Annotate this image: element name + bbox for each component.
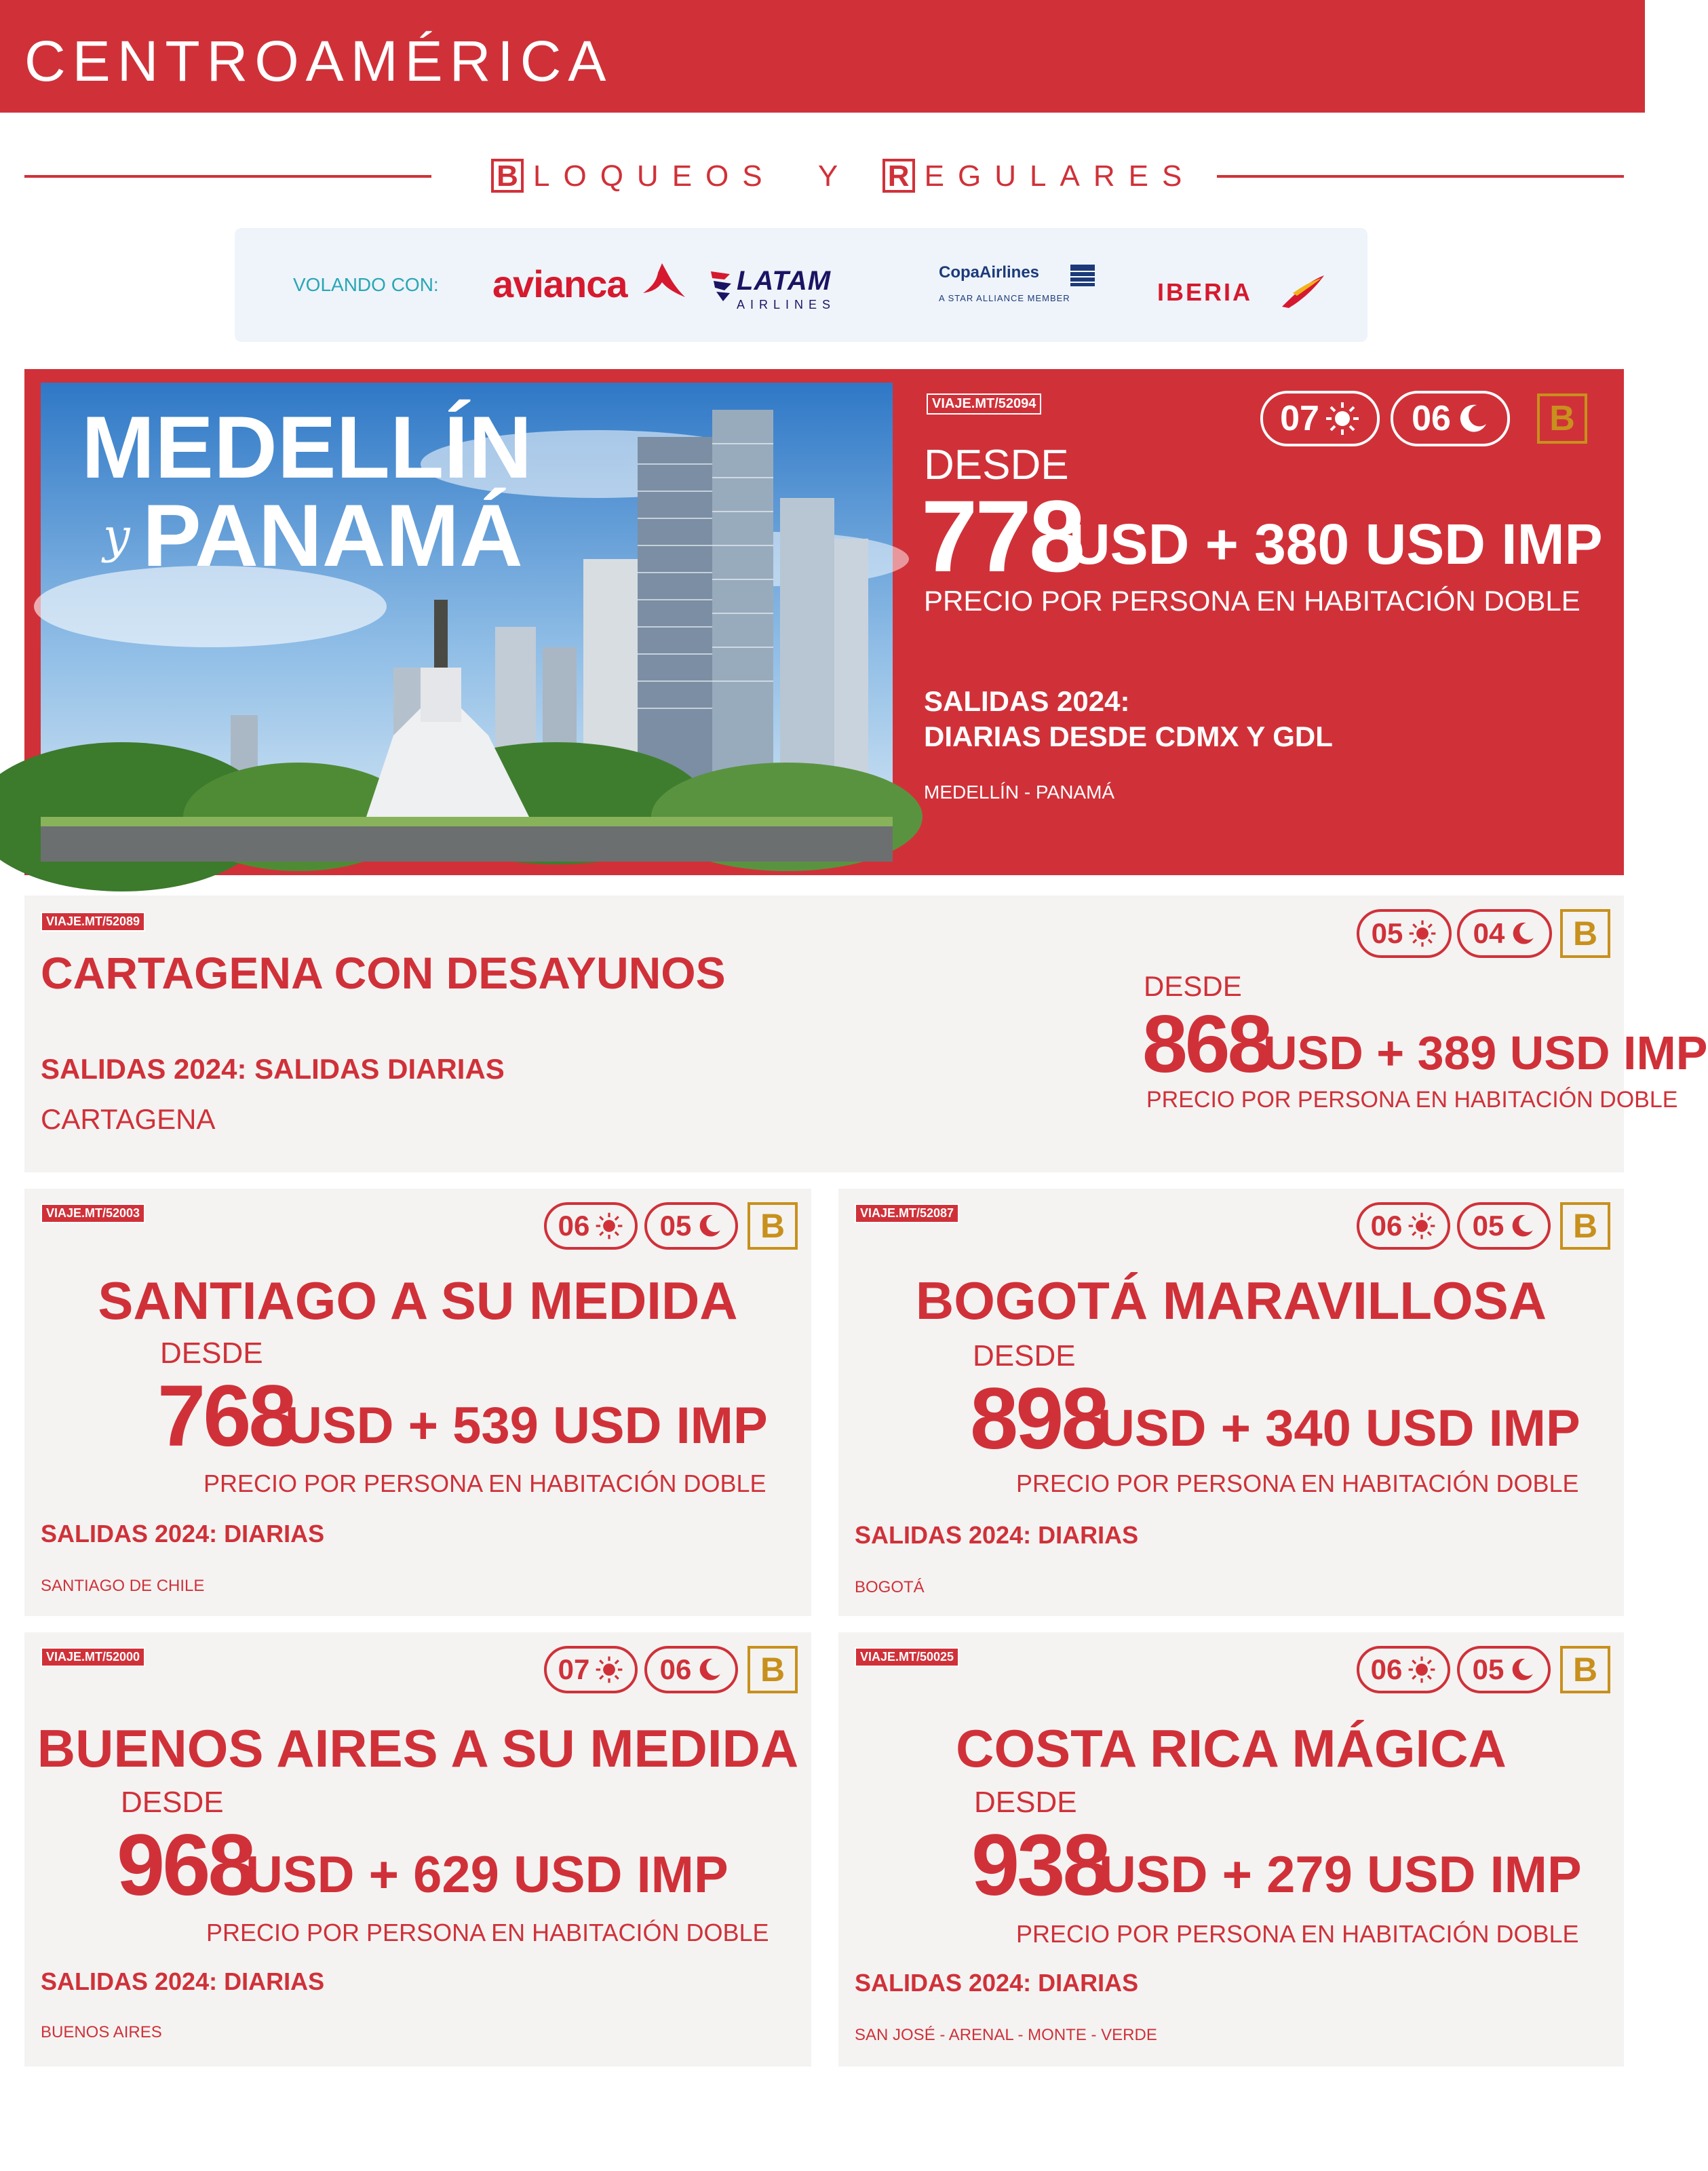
card-price: 898 [970,1370,1107,1467]
hero-code-tag: VIAJE.MT/52094 [927,393,1041,415]
card-code-tag: VIAJE.MT/52003 [41,1204,145,1223]
hero-salidas-1: SALIDAS 2024: [924,685,1130,717]
card-code-tag: VIAJE.MT/50025 [855,1647,959,1667]
moon-icon [697,1213,722,1239]
photo-title-line2: PANAMÁ [142,486,523,585]
hero-price-rest: USD + 380 USD IMP [1069,512,1603,576]
cartagena-code-tag: VIAJE.MT/52089 [41,912,145,931]
cartagena-nights-badge [1457,909,1552,958]
cartagena-days-badge [1357,909,1452,958]
cartagena-desde: DESDE [1144,970,1242,1002]
sun-icon [1408,1655,1436,1684]
days-count: 06 [1370,1653,1403,1685]
card-route: BUENOS AIRES [41,2023,162,2041]
buenos-aires-package-card[interactable] [24,1632,811,2067]
card-nights-badge [644,1646,738,1693]
card-days-badge [544,1646,638,1693]
card-desde: DESDE [121,1786,224,1819]
moon-icon [697,1657,722,1683]
moon-icon [1510,921,1536,946]
costa-rica-package-card[interactable] [838,1632,1624,2067]
card-route: BOGOTÁ [855,1578,925,1596]
card-days-badge [1357,1202,1450,1250]
days-count: 06 [558,1210,590,1242]
card-per-person: PRECIO POR PERSONA EN HABITACIÓN DOBLE [1016,1920,1579,1948]
nights-count: 06 [659,1653,692,1685]
card-route: SANTIAGO DE CHILE [41,1577,205,1595]
latam-logo-top: LATAM [737,266,832,296]
moon-icon [1456,402,1489,435]
card-price-rest: USD + 629 USD IMP [246,1846,729,1904]
card-title: SANTIAGO A SU MEDIDA [98,1271,738,1330]
bogota-package-card[interactable] [838,1189,1624,1616]
cartagena-title: CARTAGENA CON DESAYUNOS [41,948,726,998]
card-price-rest: USD + 539 USD IMP [285,1397,768,1455]
card-desde: DESDE [160,1337,263,1370]
cartagena-price-rest: USD + 389 USD IMP [1263,1026,1708,1079]
card-nights-badge [644,1202,738,1250]
page-title: CENTROAMÉRICA [24,29,613,93]
sun-icon [1325,401,1360,436]
cartagena-per-person: PRECIO POR PERSONA EN HABITACIÓN DOBLE [1146,1087,1678,1113]
hero-photo-medellin-panama [41,383,893,862]
card-block-badge: B [748,1202,798,1250]
days-count: 06 [1370,1210,1403,1242]
nights-count: 05 [659,1210,692,1242]
section-word-1: LOQUEOS [533,159,776,193]
hero-block-badge: B [1537,393,1587,444]
card-block-badge: B [1560,1202,1610,1250]
copa-globe-icon [1068,263,1098,290]
photo-title-y: y [103,508,130,564]
card-desde: DESDE [973,1339,1076,1372]
card-block-badge: B [748,1646,798,1693]
card-per-person: PRECIO POR PERSONA EN HABITACIÓN DOBLE [206,1919,769,1946]
hero-desde: DESDE [924,442,1069,488]
hero-per-person: PRECIO POR PERSONA EN HABITACIÓN DOBLE [924,585,1580,617]
card-title: BUENOS AIRES A SU MEDIDA [37,1718,799,1778]
section-title [491,159,1195,193]
card-price-rest: USD + 279 USD IMP [1099,1846,1582,1904]
moon-icon [1509,1657,1535,1683]
card-price: 938 [971,1817,1108,1914]
hero-package-card[interactable] [24,369,1624,875]
section-word-2: EGULARES [924,159,1196,193]
card-salidas: SALIDAS 2024: DIARIAS [855,1969,1139,1997]
page-header [0,0,1645,113]
cartagena-package-card[interactable] [24,896,1708,1172]
section-letter-r: R [882,159,915,193]
days-count: 07 [1280,399,1319,438]
section-divider-right [1217,175,1624,178]
card-title: BOGOTÁ MARAVILLOSA [915,1271,1547,1330]
hero-price: 778 [921,479,1083,593]
card-days-badge [1357,1646,1450,1693]
latam-logo [737,266,836,312]
section-divider-left [24,175,431,178]
card-per-person: PRECIO POR PERSONA EN HABITACIÓN DOBLE [203,1469,766,1497]
card-salidas: SALIDAS 2024: DIARIAS [855,1521,1139,1549]
card-price: 768 [157,1368,294,1465]
section-join: Y [817,159,851,193]
santiago-package-card[interactable] [24,1189,811,1616]
days-count: 07 [558,1653,590,1685]
latam-wing-icon [710,267,737,305]
nights-count: 05 [1472,1210,1505,1242]
card-salidas: SALIDAS 2024: DIARIAS [41,1967,325,1995]
airlines-bar [235,228,1367,342]
card-desde: DESDE [974,1786,1077,1819]
card-code-tag: VIAJE.MT/52087 [855,1204,959,1223]
latam-logo-bottom: AIRLINES [737,298,836,311]
iberia-wing-icon [1279,273,1327,309]
section-letter-b: B [491,159,524,193]
card-route: SAN JOSÉ - ARENAL - MONTE - VERDE [855,2026,1157,2044]
sun-icon [595,1212,623,1240]
card-salidas: SALIDAS 2024: DIARIAS [41,1520,325,1548]
moon-icon [1509,1213,1535,1239]
days-count: 05 [1371,917,1403,949]
card-nights-badge [1457,1646,1551,1693]
copa-logo [939,263,1070,303]
iberia-logo: IBERIA [1157,278,1253,306]
card-code-tag: VIAJE.MT/52000 [41,1647,145,1667]
card-block-badge: B [1560,1646,1610,1693]
cartagena-price: 868 [1142,999,1270,1090]
cartagena-block-badge: B [1560,909,1610,958]
avianca-logo: avianca [492,263,627,305]
sun-icon [1408,1212,1436,1240]
avianca-bird-icon [642,262,689,303]
photo-title-line1: MEDELLÍN [81,398,532,497]
nights-count: 04 [1473,917,1505,949]
card-title: COSTA RICA MÁGICA [956,1718,1507,1778]
nights-count: 05 [1472,1653,1505,1685]
card-days-badge [544,1202,638,1250]
airlines-label: VOLANDO CON: [293,274,439,295]
cartagena-route: CARTAGENA [41,1103,216,1135]
card-price-rest: USD + 340 USD IMP [1098,1400,1580,1457]
hero-route: MEDELLÍN - PANAMÁ [924,782,1115,803]
copa-logo-top: CopaAirlines [939,263,1040,282]
card-price: 968 [117,1817,254,1914]
nights-count: 06 [1412,399,1451,438]
sun-icon [1408,919,1437,948]
hero-nights-badge [1391,391,1510,446]
card-per-person: PRECIO POR PERSONA EN HABITACIÓN DOBLE [1016,1469,1579,1497]
hero-salidas-2: DIARIAS DESDE CDMX Y GDL [924,721,1333,752]
sun-icon [595,1655,623,1684]
hero-days-badge [1260,391,1380,446]
card-nights-badge [1457,1202,1551,1250]
copa-logo-bottom: A STAR ALLIANCE MEMBER [939,293,1070,303]
cartagena-salidas: SALIDAS 2024: SALIDAS DIARIAS [41,1053,505,1085]
